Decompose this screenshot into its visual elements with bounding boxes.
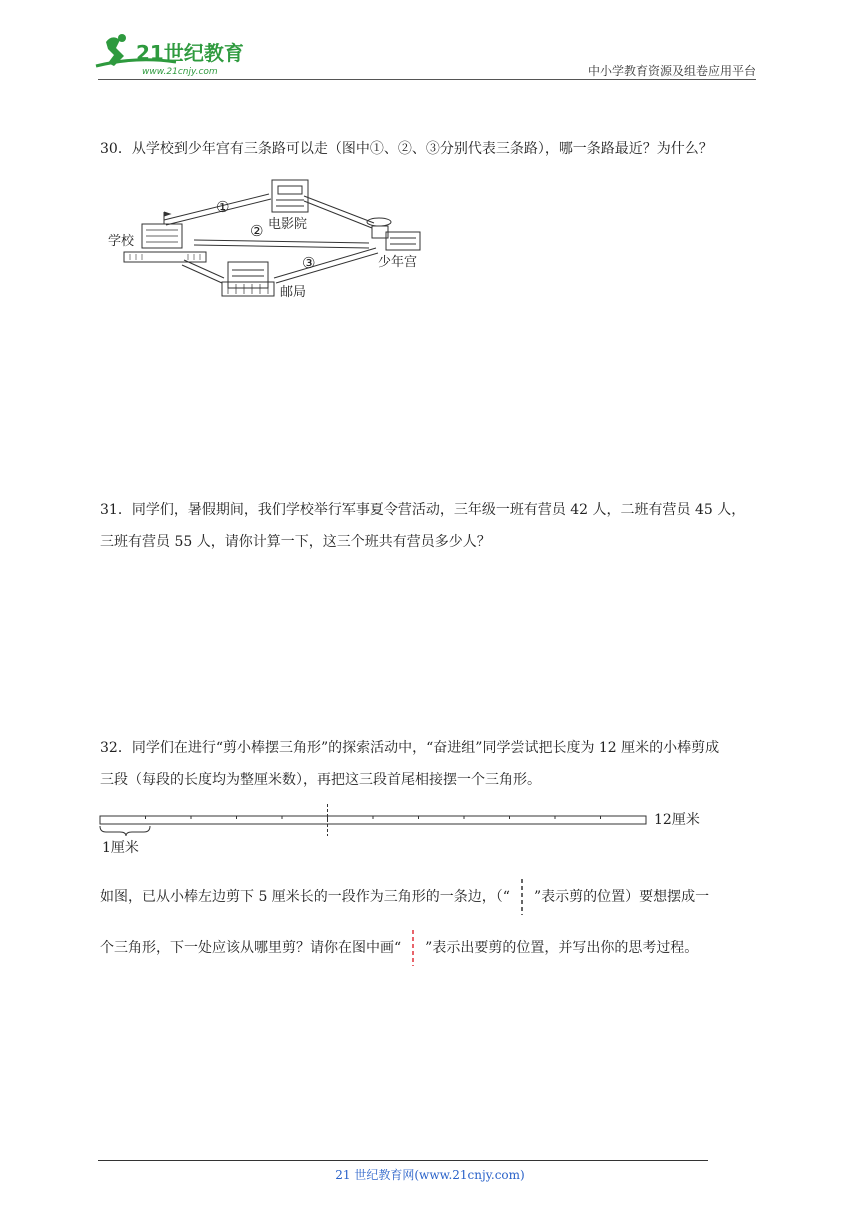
label-route-3: ③ — [302, 254, 316, 272]
footer-text: 21 世纪教育网(www.21cnjy.com) — [335, 1168, 525, 1182]
cinema-building-icon — [272, 180, 308, 212]
question-32-line-2: 三段（每段的长度均为整厘米数），再把这三段首尾相接摆一个三角形。 — [100, 772, 541, 788]
post-office-building-icon — [222, 262, 274, 296]
ruler-unit-label: 1厘米 — [102, 840, 139, 856]
label-youth-palace: 少年宫 — [378, 255, 418, 270]
question-30 — [100, 133, 765, 165]
question-32-line-1: 32．同学们在进行“剪小棒摆三角形”的探索活动中，“奋进组”同学尝试把长度为 12 厘米的小棒剪成 — [100, 740, 720, 756]
label-post-office: 邮局 — [280, 285, 307, 300]
question-30-text: 30．从学校到少年宫有三条路可以走（图中①、②、③分别代表三条路），哪一条路最近？为什么？ — [100, 141, 713, 157]
route-map — [104, 178, 424, 303]
platform-name: 中小学教育资源及组卷应用平台 — [587, 64, 756, 78]
desc-1a: 如图，已从小棒左边剪下 5 厘米长的一段作为三角形的一条边，（“ — [100, 889, 510, 905]
desc-2a: 个三角形，下一处应该从哪里剪？请你在图中画“ — [100, 940, 402, 956]
label-route-1: ① — [216, 198, 230, 216]
unit-brace — [100, 826, 150, 836]
question-32-description — [100, 872, 770, 974]
question-31-line-1: 31．同学们，暑假期间，我们学校举行军事夏令营活动，三年级一班有营员 42 人，二班有营员 45 人， — [100, 502, 746, 518]
footer-divider — [98, 1160, 708, 1161]
question-31 — [100, 494, 765, 558]
header-divider — [98, 79, 756, 80]
ruler-total-label: 12厘米 — [654, 812, 700, 828]
cut-mark-legend-icon — [510, 877, 534, 917]
question-31-line-2: 三班有营员 55 人，请你计算一下，这三个班共有营员多少人？ — [100, 534, 491, 550]
stick-ruler — [96, 800, 716, 862]
site-logo — [92, 30, 257, 80]
label-route-2: ② — [250, 222, 264, 240]
label-school: 学校 — [108, 234, 135, 249]
label-cinema: 电影院 — [268, 217, 308, 232]
question-32 — [100, 732, 765, 796]
answer-cut-mark-icon — [401, 928, 425, 968]
youth-palace-building-icon — [367, 218, 420, 250]
desc-2b: ”表示出要剪的位置，并写出你的思考过程。 — [425, 940, 699, 956]
logo-url: www.21cnjy.com — [142, 67, 218, 77]
desc-1b: ”表示剪的位置）要想摆成一 — [533, 889, 710, 905]
logo-text: 21世纪教育 — [136, 41, 244, 65]
